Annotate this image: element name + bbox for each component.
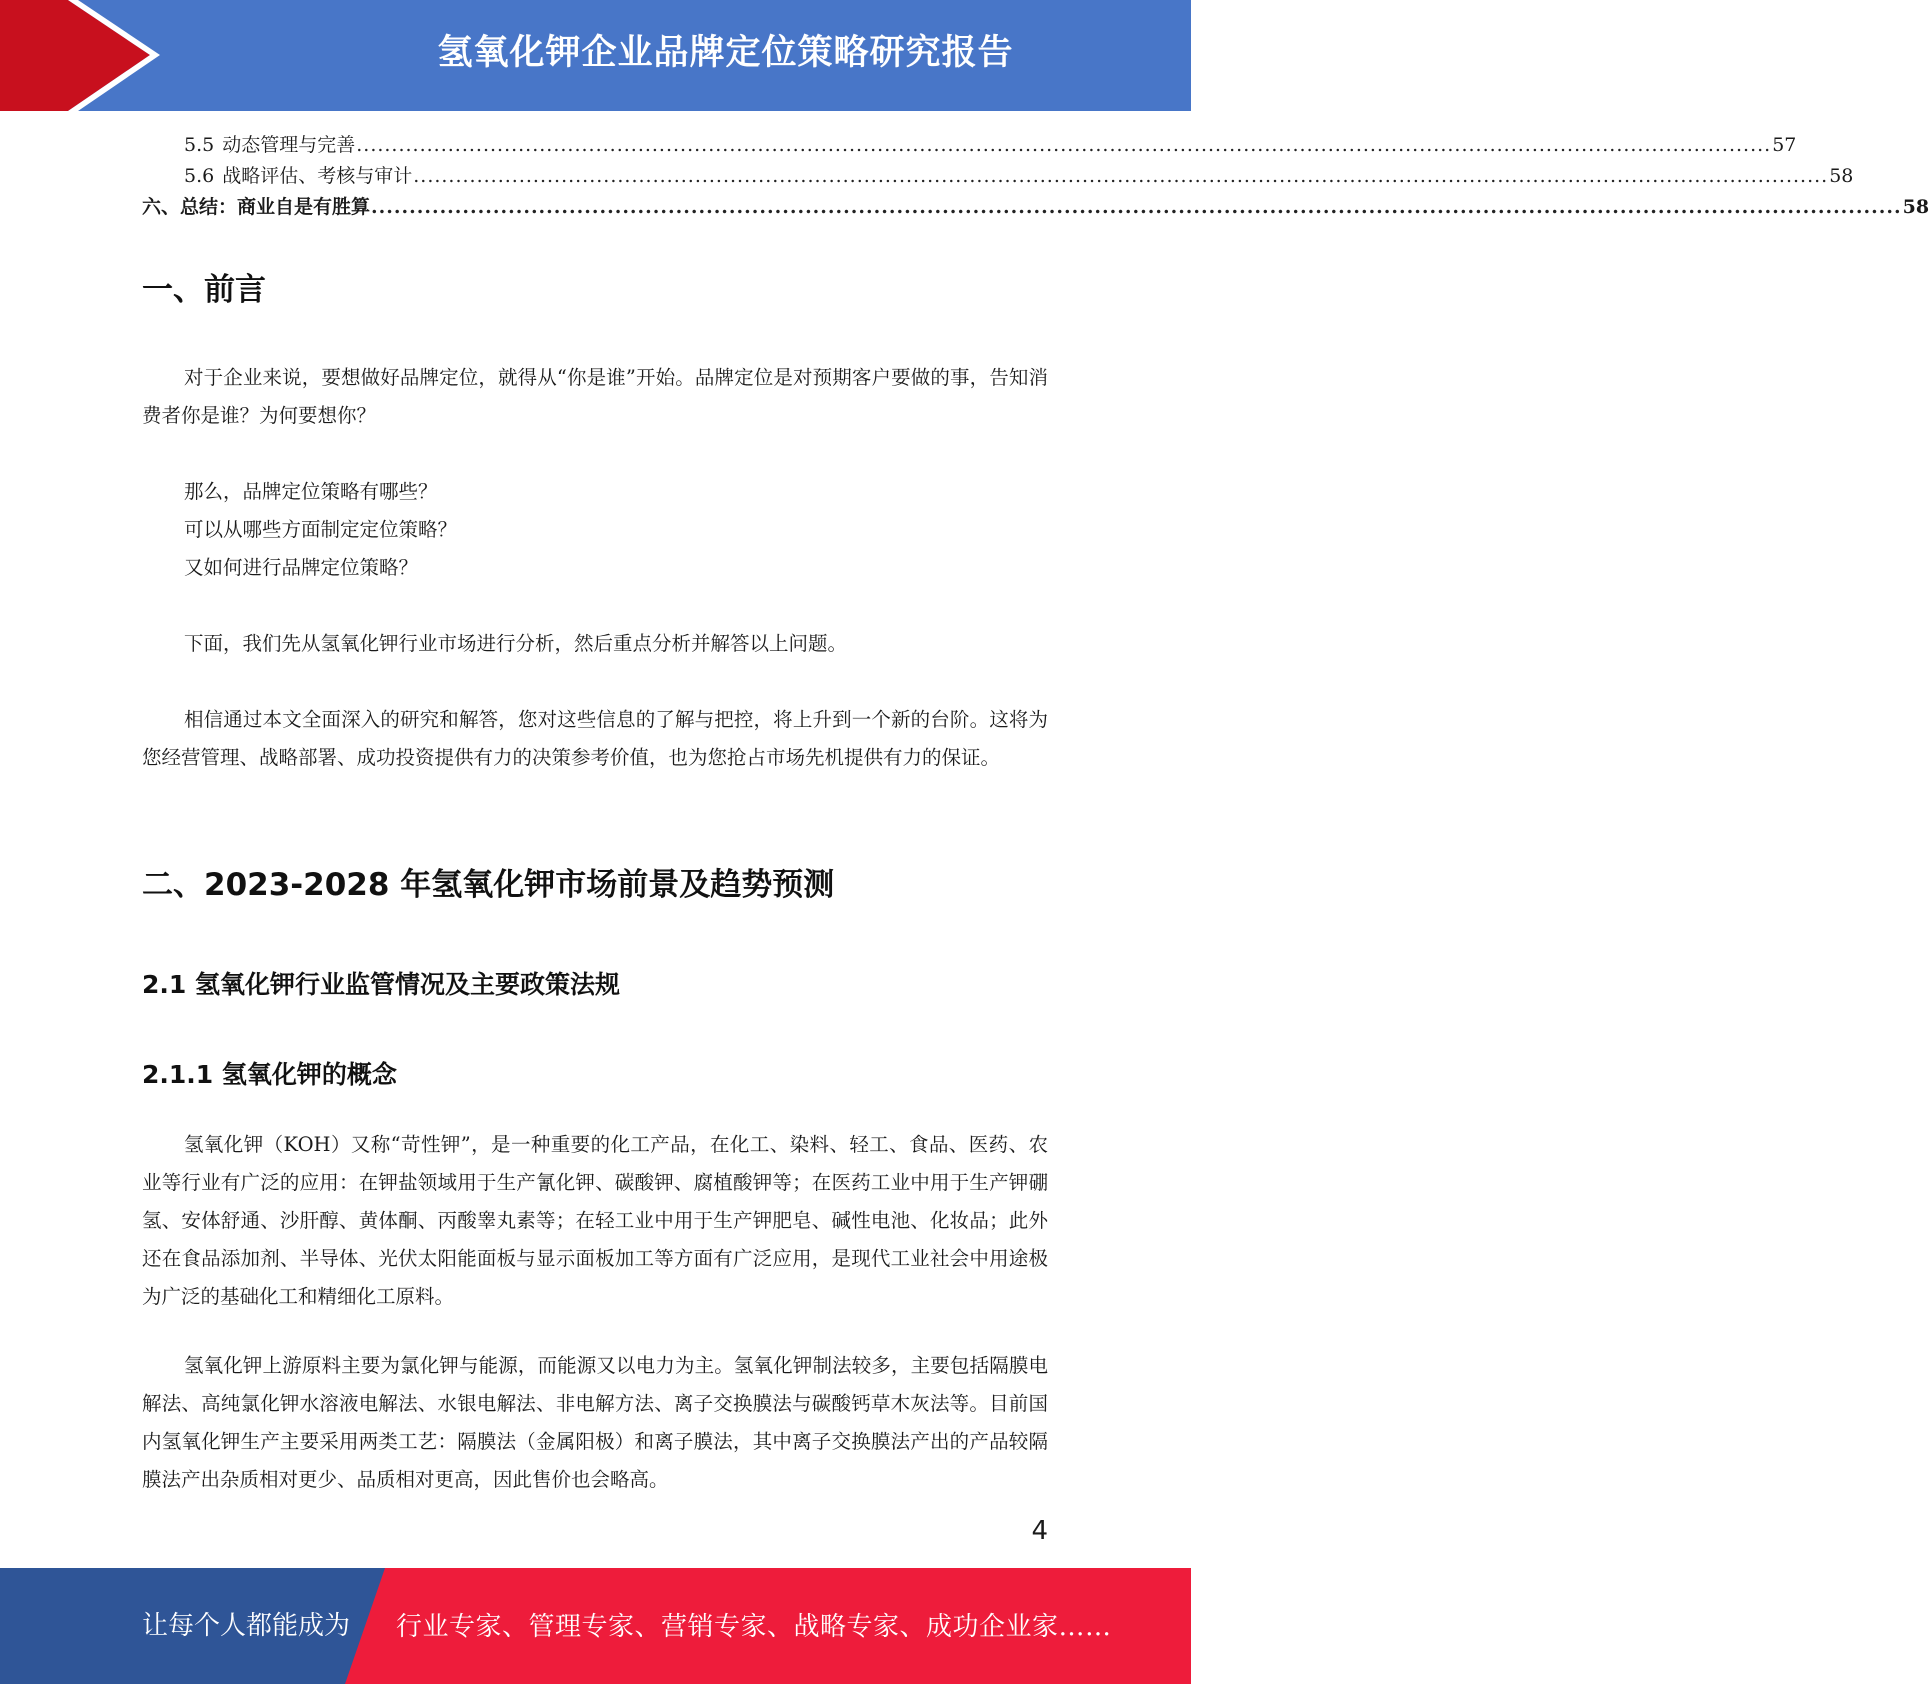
- table-of-contents: [142, 130, 1929, 223]
- toc-entry-number: 六、: [142, 196, 181, 218]
- toc-entry[interactable]: [142, 192, 1929, 223]
- concept-paragraph-1: 氢氧化钾（KOH）又称“苛性钾”，是一种重要的化工产品，在化工、染料、轻工、食品、医药、农业等行业有广泛的应用：在钾盐领域用于生产氰化钾、碳酸钾、腐植酸钾等；在医药工业中用于生产钾硼氢、安体舒通、沙肝醇、黄体酮、丙酸睾丸素等；在轻工业中用于生产钾肥皂、碱性电池、化妆品；此外还在食品添加剂、半导体、光伏太阳能面板与显示面板加工等方面有广泛应用，是现代工业社会中用途极为广泛的基础化工和精细化工原料。: [142, 1133, 1048, 1308]
- subsection-heading-concept: 2.1.1 氢氧化钾的概念: [142, 1060, 397, 1089]
- toc-leader-dots: .........................................................................................................................................................................................................: [413, 165, 1829, 187]
- footer-slogan-right: 行业专家、管理专家、营销专家、战略专家、成功企业家……: [396, 1612, 1112, 1642]
- preface-question-1: 那么，品牌定位策略有哪些？: [184, 480, 438, 503]
- preface-question-3: 又如何进行品牌定位策略？: [184, 556, 419, 579]
- preface-paragraph-2: 下面，我们先从氢氧化钾行业市场进行分析，然后重点分析并解答以上问题。: [184, 632, 848, 655]
- toc-entry-page: 58: [1902, 196, 1929, 218]
- toc-entry[interactable]: [142, 130, 1797, 161]
- toc-leader-dots: .........................................................................................................................................................................................................: [371, 196, 1902, 218]
- toc-entry[interactable]: [142, 161, 1854, 192]
- toc-entry-number: 5.6: [184, 165, 215, 187]
- preface-paragraph-1: 对于企业来说，要想做好品牌定位，就得从“你是谁”开始。品牌定位是对预期客户要做的事，告知消费者你是谁？为何要想你？: [142, 366, 1048, 427]
- toc-entry-title: 战略评估、考核与审计: [222, 165, 413, 187]
- page-footer: [0, 1568, 1191, 1684]
- report-title: 氢氧化钾企业品牌定位策略研究报告: [437, 33, 1014, 73]
- page-number: 4: [1031, 1516, 1048, 1546]
- header-arrow-decoration: [0, 0, 160, 111]
- concept-paragraph-2: 氢氧化钾上游原料主要为氯化钾与能源，而能源又以电力为主。氢氧化钾制法较多，主要包括隔膜电解法、高纯氯化钾水溶液电解法、水银电解法、非电解方法、离子交换膜法与碳酸钙草木灰法等。目前国内氢氧化钾生产主要采用两类工艺：隔膜法（金属阳极）和离子膜法，其中离子交换膜法产出的产品较隔膜法产出杂质相对更少、品质相对更高，因此售价也会略高。: [142, 1354, 1048, 1491]
- toc-entry-number: 5.5: [184, 134, 215, 156]
- toc-entry-title: 动态管理与完善: [222, 134, 356, 156]
- toc-leader-dots: .........................................................................................................................................................................................................: [356, 134, 1772, 156]
- section-heading-market-outlook: 二、2023-2028 年氢氧化钾市场前景及趋势预测: [142, 867, 835, 903]
- preface-paragraph-3: 相信通过本文全面深入的研究和解答，您对这些信息的了解与把控，将上升到一个新的台阶。这将为您经营管理、战略部署、成功投资提供有力的决策参考价值，也为您抢占市场先机提供有力的保证。: [142, 708, 1048, 769]
- toc-entry-title: 总结：商业自是有胜算: [180, 196, 371, 218]
- toc-entry-page: 58: [1829, 165, 1854, 187]
- preface-question-2: 可以从哪些方面制定定位策略？: [184, 518, 458, 541]
- footer-slogan-left: 让每个人都能成为: [142, 1611, 351, 1641]
- section-heading-preface: 一、前言: [142, 272, 266, 308]
- page-header: [0, 0, 1191, 111]
- toc-entry-page: 57: [1772, 134, 1797, 156]
- subsection-heading-regulation: 2.1 氢氧化钾行业监管情况及主要政策法规: [142, 970, 620, 999]
